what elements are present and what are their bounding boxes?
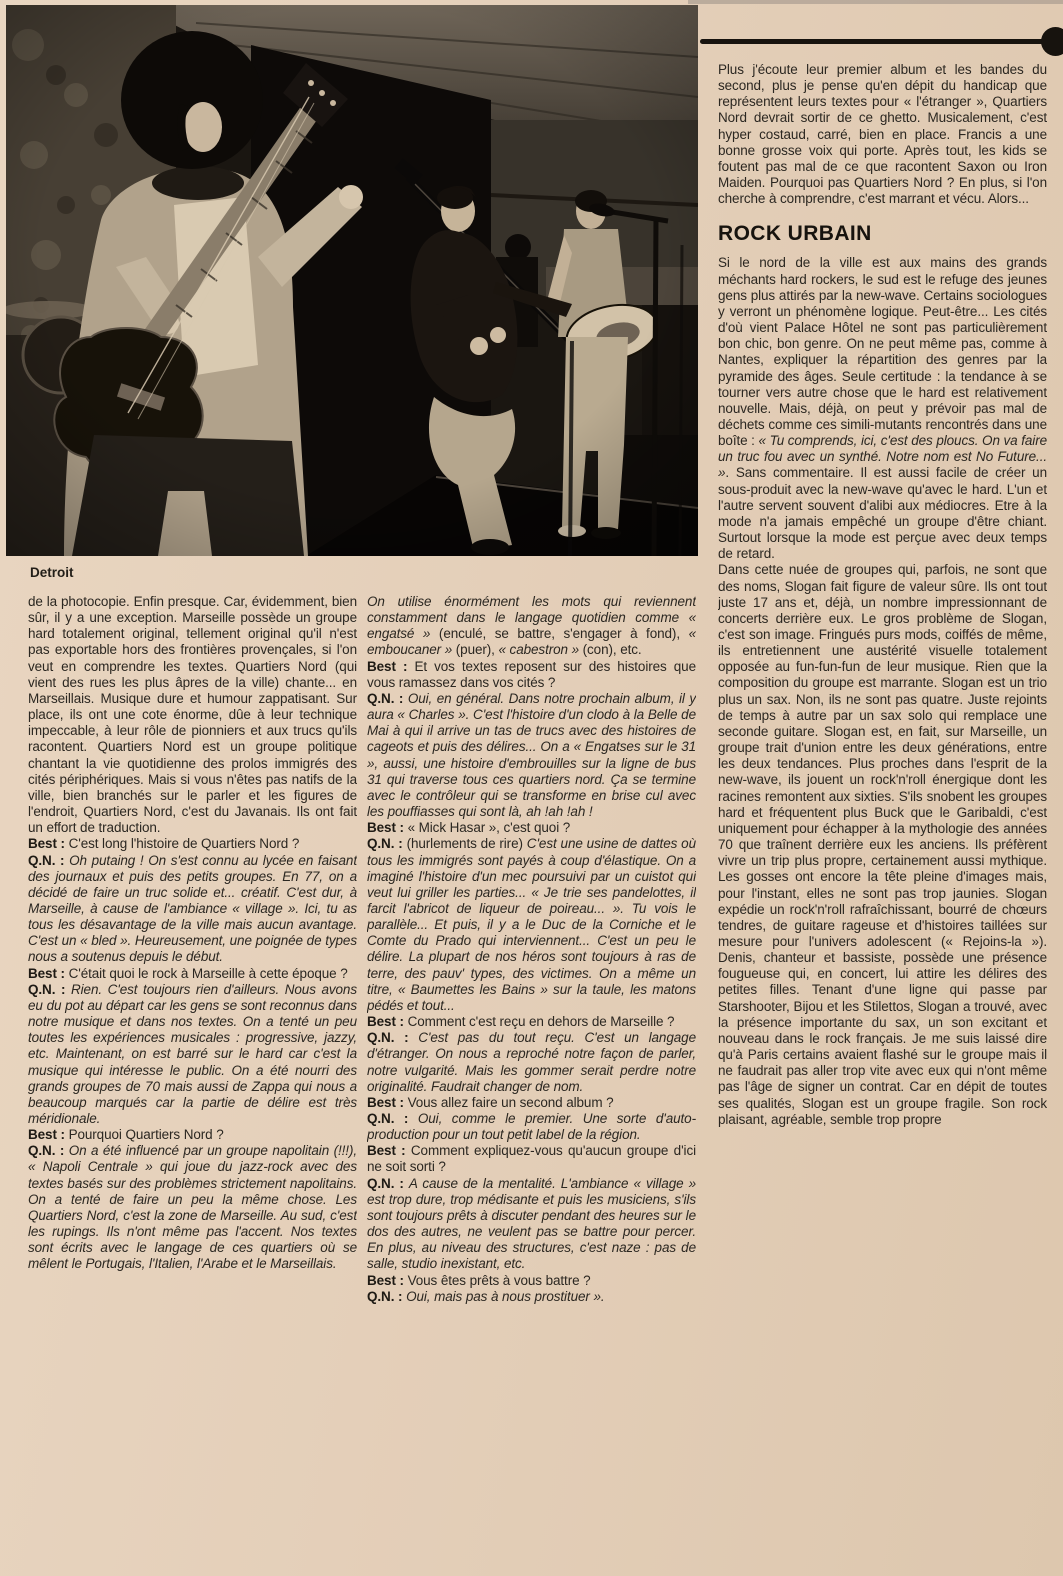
paragraph [718, 62, 1047, 207]
paragraph [367, 1030, 696, 1095]
paragraph [367, 820, 696, 836]
speaker-label: Best : [367, 1143, 411, 1159]
text-run: C'est une usine de dattes où tous les immigrés sont payés à coup d'élastique. On a imaginé l'histoire d'un mec poursuivi par un cuistot qui veut lui griller les parties... « Je trie ses pandelottes, il farcit l'abricot de liqueur de poireau... ». Tu vois le parallèle... Et puis, il y a le Duc de la Corniche et le Comte du Prado qui interviennent... C'est un peu le délire. La plupart de nos héros sont toujours à ras de terre, des pauv' types, des victimes. On a même un titre, « Baumettes les Bains » sur la taule, les matons pédés et tout... [367, 836, 696, 1013]
paragraph [367, 1176, 696, 1273]
text-run: Dans cette nuée de groupes qui, parfois, ne sont que des noms, Slogan fait figure de valeur sûre. Ils ont tout juste 17 ans et, déjà, un nombre impressionnant de concerts derrière eux. Le gros problème de Slogan, c'est son image. Fringués purs mods, coiffés de même, ils entretiennent une austérité visuelle totalement opposée au fun-fun-fun de leur musique. Rien que la composition du groupe est marrante. Slogan est un trio plus un sax. Non, ils ne sont pas quatre. Juste rejoints de temps à autre par un sax solo qui remplace une seconde guitare. Slogan est, en fait, sur Marseille, un groupe trait d'union entre les deux générations, entre les deux tendances. Plus proches dans l'esprit de la new-wave, ils jouent un rock'n'roll énergique dont les racines remontent aux sixties. S'ils snobent les groupes hard et fréquentent plus Buck que le Garibaldi, c'est uniquement pour échapper à la mythologie des années 70 que traînent derrière eux les anciens. Ils préfèrent vivre un trip plus propre, certainement aussi mythique. Les gosses ont encore la tête pleine d'images mais, pour l'instant, elles ne sont pas trop jaunies. Slogan expédie un rock'n'roll rafraîchissant, bourré de chœurs tendres, de guitare rageuse et d'histoires taillées sur mesure pour l'univers adolescent (« Rejoins-la »). Denis, chanteur et bassiste, possède une présence fougueuse qui, en concert, lui attire les délires des petites filles. Tenant d'une ligne qui passe par Starshooter, Bijou et les Stilettos, Slogan a trouvé, avec la présence importante du sax, un son excitant et nouveau dans le rock français. Je me suis laissé dire qu'à Paris certains avaient flashé sur le groupe mais il ne faudrait pas aller trop vite avec eux qui n'ont même pas l'âge de signer un contrat. Car en dépit de toutes ses qualités, Slogan est un groupe fragile. Son rock plaisant, agréable, semble trop propre [718, 562, 1047, 1127]
paragraph [718, 255, 1047, 562]
text-run: . Sans commentaire. Il est aussi facile de créer un sous-produit avec la new-wave qu'avec le hard. L'un et l'autre servent souvent d'alibi aux médiocres. Etre à la mode n'a jamais empêché un groupe d'être chiant. Surtout lorsque la mode est perçue avec deux temps de retard. [718, 465, 1047, 562]
scan-edge [688, 0, 1063, 4]
paragraph [28, 594, 357, 836]
text-run: Rien. C'est toujours rien d'ailleurs. Nous avons eu du pot au départ car les gens se sont reconnus dans notre musique et dans nos textes. On a tenté un peu toutes les expériences musicales : progressive, jazzy, etc. Maintenant, on est barré sur le hard car c'est la musique qui intéresse le public. On a été nourri des grands groupes de 70 mais aussi de Zappa qui nous a beaucoup marqués car la partie de délire est très méridionale. [28, 981, 357, 1126]
paragraph [28, 982, 357, 1127]
paragraph [367, 1014, 696, 1030]
text-run: C'était quoi le rock à Marseille à cette époque ? [68, 965, 348, 981]
text-run: C'est pas du tout reçu. C'est un langage d'étranger. On nous a reproché notre façon de parler, notre vulgarité. Mais les gommer serait perdre notre originalité. Faudrait changer de nom. [367, 1030, 696, 1094]
speaker-label: Q.N. : [367, 1175, 409, 1191]
text-run: « emboucaner » [367, 626, 696, 658]
speaker-label: Best : [367, 1272, 408, 1288]
speaker-label: Q.N. : [367, 690, 408, 706]
text-run: A cause de la mentalité. L'ambiance « village » est trop dure, trop médisante et puis les musiciens, s'ils sont toujours prêts à discuter pendant des heures sur le dos des autres, ne veulent pas se battre pour percer. En plus, au niveau des structures, c'est naze : pas de salle, studio inexistant, etc. [367, 1175, 696, 1272]
text-run: Oui, en général. Dans notre prochain album, il y aura « Charles ». C'est l'histoire d'un clodo à la Belle de Mai à qui il arrive un tas de trucs avec des histoires de cageots et puis des délires... On a « Engatses sur le 31 », aussi, une histoire d'embrouilles sur la ligne de bus 31 qui traverse tous ces quartiers nord. Ça se termine avec le contrôleur qui se transforme en brise cul avec les pouffiasses qui sont là, ah !ah !ah ! [367, 690, 696, 820]
band-photo-illustration [6, 5, 698, 556]
speaker-label: Q.N. : [367, 1288, 407, 1304]
paragraph [367, 1273, 696, 1289]
paragraph [367, 1095, 696, 1111]
text-run: « Tu comprends, ici, c'est des ploucs. On va faire un truc fou avec un synthé. Notre nom est No Future... » [718, 433, 1047, 481]
paragraph [367, 659, 696, 691]
paragraph [367, 594, 696, 659]
paragraph [367, 1111, 696, 1143]
paragraph [367, 1143, 696, 1175]
speaker-label: Best : [367, 1094, 408, 1110]
article-column-right [718, 62, 1047, 1576]
paragraph [28, 836, 357, 852]
paragraph [367, 836, 696, 1014]
speaker-label: Q.N. : [28, 1143, 69, 1159]
speaker-label: Best : [367, 1014, 408, 1030]
speaker-label: Best : [28, 1127, 69, 1143]
text-run: Et vos textes reposent sur des histoires que vous ramassez dans vos cités ? [367, 658, 696, 690]
speaker-label: Best : [28, 965, 69, 981]
paragraph [367, 1289, 696, 1305]
speaker-label: Q.N. : [367, 836, 407, 852]
paragraph [367, 691, 696, 820]
text-run: C'est long l'histoire de Quartiers Nord ? [68, 836, 300, 852]
photo-caption: Detroit [30, 565, 74, 580]
text-run: Plus j'écoute leur premier album et les bandes du second, plus je pense qu'en dépit du handicap que représentent leurs textes pour « l'étranger », Quartiers Nord devrait sortir de ce ghetto. Musicalement, c'est hyper costaud, carré, bien en place. Francis a une bonne grosse voix qui porte. Après tout, les kids se foutent pas mal de ce que racontent Saxon ou Iron Maiden. Pourquoi pas Quartiers Nord ? En plus, si l'on cherche à comprendre, c'est marrant et vécu. Alors... [718, 62, 1047, 207]
band-photo [6, 5, 698, 556]
paragraph [28, 966, 357, 982]
article-column-middle [367, 594, 696, 1576]
text-run: (enculé, se battre, s'engager à fond), [438, 626, 689, 642]
speaker-label: Best : [28, 836, 69, 852]
speaker-label: Q.N. : [28, 852, 70, 868]
text-run: Vous êtes prêts à vous battre ? [407, 1272, 591, 1288]
paragraph [28, 1143, 357, 1272]
text-run: Comment expliquez-vous qu'aucun groupe d'ici ne soit sorti ? [367, 1143, 696, 1175]
text-run: Comment c'est reçu en dehors de Marseille ? [407, 1014, 675, 1030]
text-run: de la photocopie. Enfin presque. Car, évidemment, bien sûr, il y a une exception. Marseille possède un groupe hard totalement original, tellement original qu'il n'est pas exportable hors des frontières provençales, si l'on veut en comprendre les textes. Quartiers Nord (qui vient des rues les plus âpres de la ville) chante... en Marseillais. Musique dure et humour zappatisant. Sur place, ils ont une cote énorme, dûe à leur technique impeccable, à leur rôle de pionniers et aux trucs qu'ils racontent. Quartiers Nord est un groupe politique chantant la vie quotidienne des prolos immigrés des cités périphériques. Mais si vous n'êtes pas natifs de la ville, bien branchés sur le parler et les figures de l'endroit, Quartiers Nord, c'est du Javanais. Ils ont fait un effort de traduction. [28, 594, 357, 836]
text-run: On utilise énormément les mots qui reviennent constamment dans le langage quotidien comme « engatsé » [367, 594, 696, 642]
text-run: « Mick Hasar », c'est quoi ? [407, 820, 571, 836]
text-run: « cabestron » [498, 642, 583, 658]
text-run: (con), etc. [582, 642, 642, 658]
text-run: (puer), [455, 642, 499, 658]
paragraph [28, 853, 357, 966]
text-run: Vous allez faire un second album ? [407, 1094, 614, 1110]
text-run: Pourquoi Quartiers Nord ? [68, 1127, 224, 1143]
paragraph [718, 562, 1047, 1127]
speaker-label: Q.N. : [367, 1111, 418, 1126]
top-rule-dot [1041, 27, 1063, 56]
speaker-label: Q.N. : [367, 1030, 419, 1046]
speaker-label: Best : [367, 820, 408, 836]
section-heading: ROCK URBAIN [718, 222, 872, 246]
speaker-label: Best : [367, 658, 415, 674]
text-run: On a été influencé par un groupe napolitain (!!!), « Napoli Centrale » qui joue du jazz-rock avec des textes basés sur des problèmes strictement napolitains. On a tenté de faire un peu la même chose. Les Quartiers Nord, c'est la zone de Marseille. Au sud, c'est les rupings. Ils n'ont même pas l'accent. Nos textes sont écrits avec le langage de ces quartiers où se mêlent le Portugais, l'Italien, l'Arabe et le Marseillais. [28, 1143, 357, 1272]
speaker-label: Q.N. : [28, 981, 71, 997]
paragraph [28, 1127, 357, 1143]
text-run: (hurlements de rire) [406, 836, 527, 852]
text-run: Oui, mais pas à nous prostituer ». [406, 1288, 605, 1304]
article-column-left [28, 594, 357, 1576]
text-run: Oui, comme le premier. Une sorte d'auto-production pour un tout petit label de la région. [367, 1111, 696, 1143]
top-rule [700, 39, 1046, 44]
text-run: Oh putaing ! On s'est connu au lycée en faisant des journaux et puis des petits groupes. En 77, on a décidé de faire un truc solide et... créatif. C'est dur, à Marseille, à cause de l'ambiance « village ». Ici, tu as tous les désavantage de la ville mais aucun avantage. C'est un « bled ». Heureusement, une poignée de types nous a soutenus depuis le début. [28, 852, 357, 965]
text-run: Si le nord de la ville est aux mains des grands méchants hard rockers, le sud est le refuge des jeunes gens plus attirés par la new-wave. Certains sociologues y verront un phénomène logique. Peut-être... Les cités d'où vient Palace Hôtel ne sont pas particulièrement bon chic, bon genre. On ne peut même pas, comme à Nantes, expliquer la répartition des genres par la pyramide des âges. Seule certitude : la tendance à se tourner vers autre chose que le hard est relativement nouvelle. Mais, déjà, on peut y prévoir pas mal de déchets comme ces simili-mutants rencontrés dans une boîte : [718, 255, 1047, 449]
